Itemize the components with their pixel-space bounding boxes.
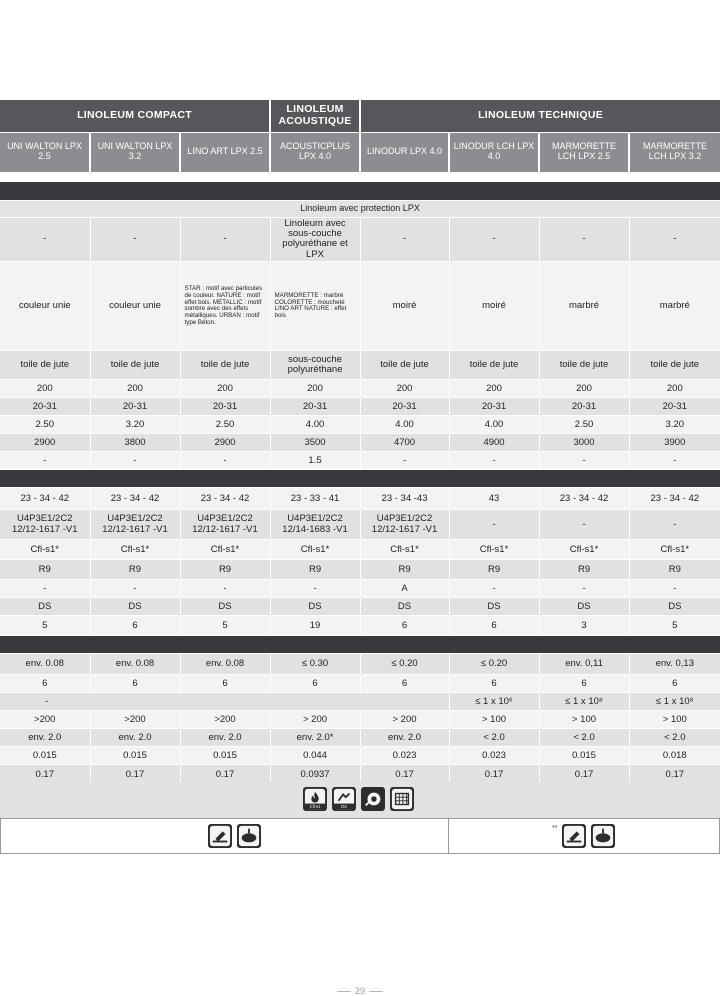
table-cell: env. 0.08 — [0, 654, 90, 675]
table-cell: ≤ 0.20 — [449, 654, 539, 675]
table-cell: R9 — [360, 560, 449, 580]
table-cell: - — [360, 217, 449, 262]
wet-clean-icon — [208, 824, 232, 848]
table-cell: R9 — [180, 560, 270, 580]
table-cell: 23 - 33 - 41 — [270, 488, 360, 510]
table-cell: - — [270, 580, 360, 598]
table-cell: env. 2.0* — [270, 729, 360, 747]
table-cell: > 100 — [629, 711, 720, 729]
table-cell: STAR : motif avec particules de couleur. NATURE : motif effet bois. METALLIC : motif sombre avec des effets métalliques. URBAN : motif type Béton. — [180, 262, 270, 351]
table-cell: 43 — [449, 488, 539, 510]
count-row — [0, 616, 720, 636]
table-cell: Cfl-s1* — [180, 540, 270, 560]
classification-row — [0, 488, 720, 510]
table-cell: - — [0, 580, 90, 598]
table-cell: - — [629, 580, 720, 598]
product-header: ACOUSTICPLUS LPX 4.0 — [270, 132, 360, 172]
table-cell: - — [0, 217, 90, 262]
table-cell: DS — [449, 598, 539, 616]
table-cell: - — [539, 510, 629, 540]
table-cell: 2900 — [180, 434, 270, 452]
table-cell: 0.023 — [360, 747, 449, 765]
table-cell: env. 0.08 — [90, 654, 180, 675]
table-cell: toile de jute — [629, 351, 720, 380]
table-cell: 0.015 — [90, 747, 180, 765]
table-cell: 3800 — [90, 434, 180, 452]
table-cell: 3.20 — [629, 416, 720, 434]
table-cell: 200 — [270, 380, 360, 398]
product-header: MARMORETTE LCH LPX 3.2 — [629, 132, 720, 172]
table-cell: toile de jute — [90, 351, 180, 380]
table-cell: 200 — [360, 380, 449, 398]
group-acoustique: LINOLEUM ACOUSTIQUE — [270, 100, 360, 132]
table-cell: - — [180, 452, 270, 470]
table-cell: Cfl-s1* — [449, 540, 539, 560]
table-cell: - — [90, 580, 180, 598]
extra-row — [0, 580, 720, 598]
table-cell: 0.17 — [90, 765, 180, 785]
acoustic-row — [0, 452, 720, 470]
table-cell: - — [539, 580, 629, 598]
table-cell: 0.0937 — [270, 765, 360, 785]
table-cell: >200 — [180, 711, 270, 729]
resistance-row — [0, 693, 720, 711]
table-cell: 4.00 — [360, 416, 449, 434]
table-cell: - — [629, 452, 720, 470]
table-cell: DS — [539, 598, 629, 616]
table-cell: 4.00 — [449, 416, 539, 434]
table-cell: 3000 — [539, 434, 629, 452]
dim-row — [0, 747, 720, 765]
table-cell: toile de jute — [360, 351, 449, 380]
cfl-s1-fire-icon — [303, 787, 327, 811]
table-cell: 200 — [0, 380, 90, 398]
table-cell: U4P3E1/2C2 12/14-1683 -V1 — [270, 510, 360, 540]
table-cell: 6 — [449, 616, 539, 636]
table-cell: > 100 — [449, 711, 539, 729]
table-cell: toile de jute — [449, 351, 539, 380]
group-technique: LINOLEUM TECHNIQUE — [360, 100, 720, 132]
table-cell: Cfl-s1* — [270, 540, 360, 560]
section-band — [0, 470, 720, 488]
table-cell: 23 - 34 - 42 — [90, 488, 180, 510]
table-cell: 6 — [180, 675, 270, 693]
table-cell: - — [360, 452, 449, 470]
table-cell: 20-31 — [360, 398, 449, 416]
table-cell: R9 — [629, 560, 720, 580]
table-cell: Linoleum avec sous-couche polyuréthane et LPX — [270, 217, 360, 262]
product-header-row — [0, 132, 720, 172]
table-cell: - — [180, 217, 270, 262]
table-cell: 0.044 — [270, 747, 360, 765]
table-cell: U4P3E1/2C2 12/12-1617 -V1 — [90, 510, 180, 540]
design-row — [0, 262, 720, 351]
table-cell: > 200 — [360, 711, 449, 729]
slip-row — [0, 560, 720, 580]
table-cell: Cfl-s1* — [539, 540, 629, 560]
table-cell: 2.50 — [180, 416, 270, 434]
table-cell: U4P3E1/2C2 12/12-1617 -V1 — [360, 510, 449, 540]
table-cell: - — [629, 510, 720, 540]
table-cell: Cfl-s1* — [90, 540, 180, 560]
table-cell: 2.50 — [539, 416, 629, 434]
table-cell: - — [449, 452, 539, 470]
group-compact: LINOLEUM COMPACT — [0, 100, 270, 132]
table-cell: couleur unie — [0, 262, 90, 351]
maintenance-icons-row — [0, 818, 720, 854]
table-cell: 1.5 — [270, 452, 360, 470]
table-cell: U4P3E1/2C2 12/12-1617 -V1 — [0, 510, 90, 540]
product-header: LINODUR LPX 4.0 — [360, 132, 449, 172]
table-cell: 0.023 — [449, 747, 539, 765]
table-cell: MARMORETTE : marbré COLORETTE : moucheté LINO ART NATURE : effet bois — [270, 262, 360, 351]
table-cell: 6 — [90, 675, 180, 693]
table-cell: 0.015 — [180, 747, 270, 765]
table-cell: < 2.0 — [539, 729, 629, 747]
table-cell: - — [449, 510, 539, 540]
table-cell: R9 — [539, 560, 629, 580]
table-cell: 3900 — [629, 434, 720, 452]
table-cell: - — [449, 217, 539, 262]
indent-row — [0, 654, 720, 675]
table-cell: couleur unie — [90, 262, 180, 351]
table-cell: 200 — [180, 380, 270, 398]
table-cell: Cfl-s1* — [360, 540, 449, 560]
product-header: LINODUR LCH LPX 4.0 — [449, 132, 539, 172]
table-cell: env. 2.0 — [0, 729, 90, 747]
table-cell: < 2.0 — [449, 729, 539, 747]
slip-disc-icon — [361, 787, 385, 811]
thickness-row — [0, 416, 720, 434]
table-cell: 6 — [90, 616, 180, 636]
table-cell: env. 0,11 — [539, 654, 629, 675]
table-cell: 200 — [449, 380, 539, 398]
polish-icon — [237, 824, 261, 848]
table-cell: DS — [180, 598, 270, 616]
table-cell: 6 — [270, 675, 360, 693]
table-cell: 200 — [539, 380, 629, 398]
table-cell: 23 - 34 -43 — [360, 488, 449, 510]
table-cell: 2.50 — [0, 416, 90, 434]
table-cell: 0.17 — [180, 765, 270, 785]
table-cell: DS — [360, 598, 449, 616]
ds-smoke-icon — [332, 787, 356, 811]
table-cell: > 100 — [539, 711, 629, 729]
length-row — [0, 398, 720, 416]
table-cell: 6 — [629, 675, 720, 693]
table-cell: 6 — [539, 675, 629, 693]
table-cell: > 200 — [270, 711, 360, 729]
table-cell: 200 — [629, 380, 720, 398]
table-cell: >200 — [0, 711, 90, 729]
table-cell: 20-31 — [180, 398, 270, 416]
table-cell: 200 — [90, 380, 180, 398]
width-row — [0, 380, 720, 398]
protection-note: Linoleum avec protection LPX — [0, 200, 720, 217]
table-cell: env. 0.08 — [180, 654, 270, 675]
table-cell: U4P3E1/2C2 12/12-1617 -V1 — [180, 510, 270, 540]
table-cell: - — [0, 693, 449, 711]
wet-clean-icon — [562, 824, 586, 848]
table-cell: toile de jute — [180, 351, 270, 380]
table-cell: ≤ 0.30 — [270, 654, 360, 675]
section-band — [0, 182, 720, 200]
table-cell: 3 — [539, 616, 629, 636]
table-cell: 0.015 — [0, 747, 90, 765]
table-cell: toile de jute — [0, 351, 90, 380]
table-cell: R9 — [0, 560, 90, 580]
upec-row — [0, 510, 720, 540]
table-cell: 4700 — [360, 434, 449, 452]
ds-row — [0, 598, 720, 616]
table-cell: ≤ 1 x 10⁸ — [629, 693, 720, 711]
table-cell: 0.17 — [449, 765, 539, 785]
table-cell: 23 - 34 - 42 — [629, 488, 720, 510]
ds-icon-label: DS — [341, 804, 347, 810]
weight-row — [0, 434, 720, 452]
table-cell: 20-31 — [449, 398, 539, 416]
product-header: UNI WALTON LPX 2.5 — [0, 132, 90, 172]
table-cell: 0.17 — [0, 765, 90, 785]
product-header: LINO ART LPX 2.5 — [180, 132, 270, 172]
table-cell: < 2.0 — [629, 729, 720, 747]
lightfast-row — [0, 675, 720, 693]
table-cell: R9 — [90, 560, 180, 580]
table-cell: env. 2.0 — [180, 729, 270, 747]
table-cell: env. 0,13 — [629, 654, 720, 675]
table-cell: 0.018 — [629, 747, 720, 765]
polish-icon — [591, 824, 615, 848]
kv-row — [0, 729, 720, 747]
table-cell: env. 2.0 — [90, 729, 180, 747]
table-cell: sous-couche polyuréthane — [270, 351, 360, 380]
table-cell: 4.00 — [270, 416, 360, 434]
table-cell: 4900 — [449, 434, 539, 452]
table-cell: Cfl-s1* — [0, 540, 90, 560]
product-header: MARMORETTE LCH LPX 2.5 — [539, 132, 629, 172]
table-cell: moiré — [449, 262, 539, 351]
table-cell: 0.17 — [360, 765, 449, 785]
table-cell: marbré — [629, 262, 720, 351]
table-cell: ≤ 1 x 10⁶ — [449, 693, 539, 711]
table-cell: 5 — [629, 616, 720, 636]
table-cell: ≤ 0.20 — [360, 654, 449, 675]
table-cell: 19 — [270, 616, 360, 636]
table-cell: moiré — [360, 262, 449, 351]
table-cell: - — [90, 452, 180, 470]
double-asterisk-note: ** — [552, 825, 558, 832]
fire-row — [0, 540, 720, 560]
table-cell: marbré — [539, 262, 629, 351]
table-cell: 3.20 — [90, 416, 180, 434]
table-cell: 6 — [0, 675, 90, 693]
table-cell: 20-31 — [539, 398, 629, 416]
certification-icons-band — [0, 781, 720, 818]
table-cell: DS — [0, 598, 90, 616]
table-cell: 5 — [180, 616, 270, 636]
spec-table — [0, 100, 720, 803]
protection-row — [0, 200, 720, 217]
table-cell: 23 - 34 - 42 — [180, 488, 270, 510]
table-cell: ≤ 1 x 10⁸ — [539, 693, 629, 711]
group-header-row — [0, 100, 720, 132]
table-cell: 0.17 — [539, 765, 629, 785]
table-cell: 3500 — [270, 434, 360, 452]
page-number: 29 — [0, 986, 720, 996]
table-cell: - — [539, 217, 629, 262]
fire-icon-label: Cfl-s1 — [309, 804, 321, 810]
table-cell: 6 — [360, 616, 449, 636]
table-cell: 0.015 — [539, 747, 629, 765]
table-cell: 20-31 — [629, 398, 720, 416]
table-cell: 5 — [0, 616, 90, 636]
table-cell: - — [449, 580, 539, 598]
table-cell: 2900 — [0, 434, 90, 452]
table-cell: - — [0, 452, 90, 470]
table-cell: R9 — [449, 560, 539, 580]
table-cell: - — [539, 452, 629, 470]
icon-row-divider — [448, 819, 449, 853]
table-cell: A — [360, 580, 449, 598]
table-cell: env. 2.0 — [360, 729, 449, 747]
table-cell: 0.17 — [629, 765, 720, 785]
table-cell: - — [180, 580, 270, 598]
table-cell: - — [629, 217, 720, 262]
table-cell: 6 — [449, 675, 539, 693]
product-header: UNI WALTON LPX 3.2 — [90, 132, 180, 172]
radiator-icon — [390, 787, 414, 811]
table-cell: 6 — [360, 675, 449, 693]
table-cell: R9 — [270, 560, 360, 580]
layer-row — [0, 217, 720, 262]
section-band — [0, 636, 720, 654]
table-cell: 20-31 — [270, 398, 360, 416]
table-cell: >200 — [90, 711, 180, 729]
table-cell: 23 - 34 - 42 — [539, 488, 629, 510]
table-cell: 23 - 34 - 42 — [0, 488, 90, 510]
table-cell: 20-31 — [90, 398, 180, 416]
table-cell: toile de jute — [539, 351, 629, 380]
table-cell: DS — [629, 598, 720, 616]
durability-row — [0, 711, 720, 729]
table-cell: DS — [270, 598, 360, 616]
backing-row — [0, 351, 720, 380]
table-cell: DS — [90, 598, 180, 616]
table-cell: 20-31 — [0, 398, 90, 416]
table-cell: - — [90, 217, 180, 262]
table-cell: Cfl-s1* — [629, 540, 720, 560]
